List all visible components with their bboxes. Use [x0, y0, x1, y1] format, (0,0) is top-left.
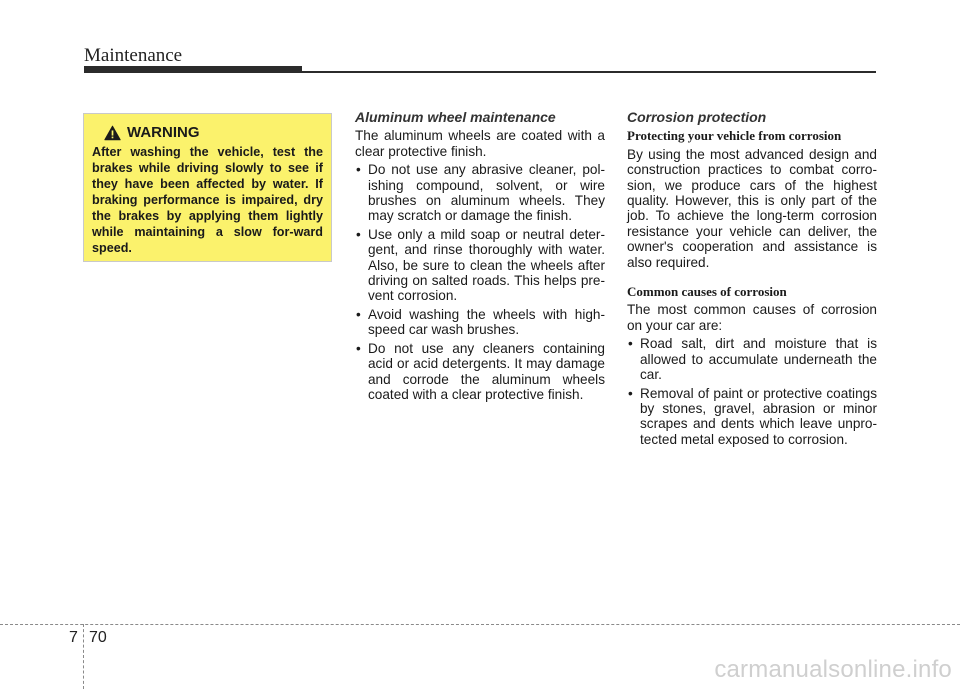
- corrosion-section-title: Corrosion protection: [627, 109, 767, 125]
- aluminum-bullet-list: [355, 162, 605, 402]
- warning-title: WARNING: [127, 124, 200, 141]
- list-item: • Road salt, dirt and moisture that is allowed to accumulate underneath the car.: [627, 336, 877, 382]
- header-rule-thick: [84, 66, 302, 73]
- footer-divider: [0, 624, 960, 625]
- corrosion-subtitle-causes: Common causes of corrosion: [627, 284, 787, 300]
- header-rule-thin: [302, 71, 876, 73]
- page-number-value: 70: [89, 629, 107, 646]
- list-item: • Do not use any abrasive cleaner, pol-ishing compound, solvent, or wire brushes on aluminum wheels. They may scratch or damage the finish.: [355, 162, 605, 224]
- chapter-number: 7: [69, 629, 78, 646]
- page-header-title: Maintenance: [84, 45, 183, 66]
- warning-text: After washing the vehicle, test the brakes while driving slowly to see if they have been affected by water. If braking performance is impaired, dry the brakes by applying them lightly while maintaining a slow for-ward speed.: [92, 145, 323, 255]
- corrosion-bullet-list: [627, 336, 877, 447]
- list-item: • Do not use any cleaners containing acid or acid detergents. It may damage and corrode the aluminum wheels coated with a clear protective finish.: [355, 341, 605, 403]
- corrosion-paragraph-2: The most common causes of corrosion on your car are:: [627, 302, 877, 333]
- watermark: carmanualsonline.info: [714, 656, 952, 683]
- warning-triangle-icon: [104, 125, 121, 141]
- warning-header: [104, 124, 323, 141]
- warning-box: [83, 113, 332, 262]
- corrosion-paragraph-1: By using the most advanced design and construction practices to combat corro-sion, we produce cars of the highest quality. However, this is only part of the job. To achieve the long-term corrosion resistance your vehicle can deliver, the owner's cooperation and assistance is also required.: [627, 146, 877, 270]
- list-item: • Use only a mild soap or neutral deter-gent, and rinse thoroughly with water. Also, be sure to clean the wheels after driving on salted roads. This helps pre-vent corrosion.: [355, 227, 605, 304]
- list-item: • Removal of paint or protective coatings by stones, gravel, abrasion or minor scrapes and dents which leave unpro-tected metal exposed to corrosion.: [627, 386, 877, 448]
- corrosion-subtitle-protecting: Protecting your vehicle from corrosion: [627, 128, 842, 144]
- page-number: [69, 629, 107, 647]
- aluminum-section-title: Aluminum wheel maintenance: [355, 109, 556, 125]
- aluminum-intro: The aluminum wheels are coated with a clear protective finish.: [355, 128, 605, 159]
- list-item: • Avoid washing the wheels with high-speed car wash brushes.: [355, 307, 605, 338]
- aluminum-wheel-section: [355, 110, 605, 405]
- corrosion-section: [627, 110, 877, 450]
